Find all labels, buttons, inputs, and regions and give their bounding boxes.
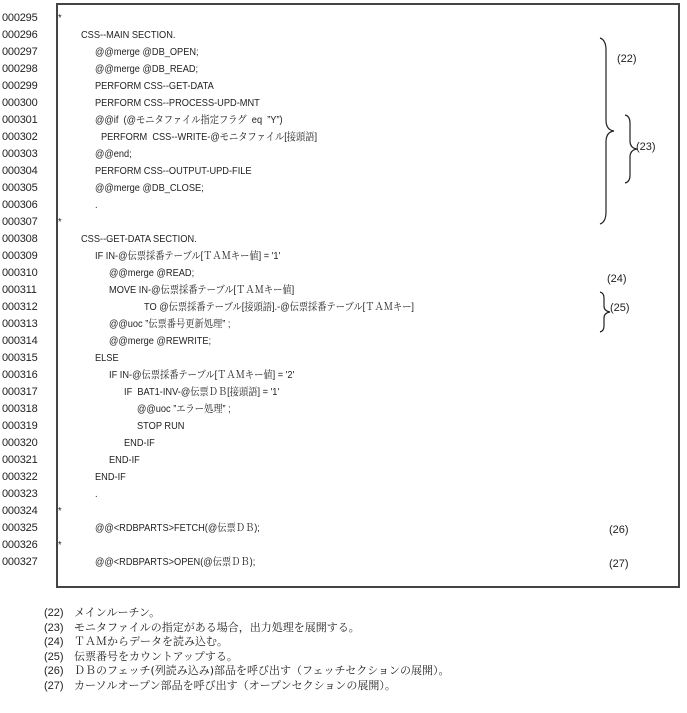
line-number: 000311	[2, 284, 37, 296]
code-line	[0, 96, 687, 111]
footnote	[44, 635, 450, 650]
code-line	[0, 266, 687, 281]
code-line	[0, 419, 687, 434]
line-text: END-IF	[124, 437, 155, 449]
line-text: *	[58, 12, 62, 24]
footnotes	[44, 606, 450, 693]
code-line	[0, 215, 687, 230]
line-text: *	[58, 539, 62, 551]
line-text: MOVE IN-@伝票採番テーブル[ＴＡＭキー値]	[109, 284, 295, 296]
line-number: 000303	[2, 148, 38, 160]
footnote-text: カーソルオープン部品を呼び出す（オープンセクションの展開）。	[74, 678, 396, 692]
code-line	[0, 385, 687, 400]
footnote-text: モニタファイルの指定がある場合，出力処理を展開する。	[74, 620, 360, 634]
code-line	[0, 113, 687, 128]
code-line	[0, 300, 687, 315]
line-number: 000306	[2, 199, 38, 211]
line-text: @@uoc ”伝票番号更新処理” ;	[109, 318, 231, 330]
code-line	[0, 555, 687, 570]
code-line	[0, 79, 687, 94]
line-number: 000324	[2, 505, 38, 517]
line-number: 000309	[2, 250, 38, 262]
line-text: @@merge @READ;	[109, 267, 195, 279]
code-line	[0, 453, 687, 468]
code-line	[0, 164, 687, 179]
code-line	[0, 504, 687, 519]
footnote-text: 伝票番号をカウントアップする。	[74, 649, 238, 663]
annotation-25: (25)	[610, 302, 630, 314]
footnote-number: (22)	[44, 607, 64, 619]
line-number: 000312	[2, 301, 38, 313]
code-line	[0, 28, 687, 43]
line-text: ELSE	[95, 352, 119, 364]
footnote-text: ＤＢのフェッチ(列読み込み)部品を呼び出す（フェッチセクションの展開）。	[74, 664, 450, 677]
brace-22-icon	[598, 36, 618, 226]
line-text: .	[95, 488, 98, 500]
footnote-number: (24)	[44, 636, 64, 648]
line-number: 000316	[2, 369, 38, 381]
code-line	[0, 436, 687, 451]
line-number: 000296	[2, 29, 38, 41]
line-text: PERFORM CSS--WRITE-@モニタファイル[接頭語]	[101, 131, 318, 143]
line-text: @@merge @DB_CLOSE;	[95, 182, 204, 194]
line-number: 000302	[2, 131, 38, 143]
line-number: 000327	[2, 556, 38, 568]
code-line	[0, 538, 687, 553]
code-line	[0, 402, 687, 417]
line-number: 000307	[2, 216, 38, 228]
code-line	[0, 45, 687, 60]
code-line	[0, 283, 687, 298]
code-line	[0, 521, 687, 536]
footnote-number: (23)	[44, 621, 64, 634]
line-text: @@merge @DB_READ;	[95, 63, 199, 75]
footnote-number: (26)	[44, 665, 64, 677]
line-number: 000315	[2, 352, 38, 364]
line-text: @@merge @REWRITE;	[109, 335, 212, 347]
line-number: 000297	[2, 46, 38, 58]
line-text: @@end;	[95, 148, 132, 160]
line-number: 000305	[2, 182, 38, 194]
footnote-number: (27)	[44, 679, 64, 692]
code-line	[0, 198, 687, 213]
line-text: IF IN-@伝票採番テーブル[ＴＡＭキー値] = '2'	[109, 369, 295, 381]
annotation-23: (23)	[636, 141, 656, 153]
annotation-22: (22)	[617, 53, 637, 65]
code-line	[0, 351, 687, 366]
line-text: STOP RUN	[137, 420, 185, 432]
line-text: .	[95, 199, 98, 211]
line-number: 000295	[2, 12, 38, 24]
code-line	[0, 487, 687, 502]
line-text: CSS--GET-DATA SECTION.	[81, 233, 197, 245]
annotation-24: (24)	[607, 273, 627, 285]
line-number: 000323	[2, 488, 38, 500]
line-number: 000320	[2, 437, 38, 449]
code-line	[0, 470, 687, 485]
line-text: @@if (@モニタファイル指定フラグ eq ”Y”)	[95, 114, 283, 126]
line-number: 000310	[2, 267, 38, 279]
line-number: 000300	[2, 97, 38, 109]
code-line	[0, 317, 687, 332]
line-text: CSS--MAIN SECTION.	[81, 29, 176, 41]
code-line	[0, 249, 687, 264]
line-number: 000301	[2, 114, 38, 126]
line-text: PERFORM CSS--PROCESS-UPD-MNT	[95, 97, 260, 109]
footnote	[44, 621, 450, 636]
line-number: 000299	[2, 80, 38, 92]
line-text: IF BAT1-INV-@伝票ＤＢ[接頭語] = '1'	[124, 386, 280, 398]
line-number: 000317	[2, 386, 38, 398]
code-line	[0, 62, 687, 77]
line-number: 000319	[2, 420, 38, 432]
code-line	[0, 11, 687, 26]
line-text: @@<RDBPARTS>FETCH(@伝票ＤＢ);	[95, 522, 260, 534]
line-text: @@merge @DB_OPEN;	[95, 46, 199, 58]
line-text: @@uoc ”エラー処理” ;	[137, 403, 231, 415]
footnote	[44, 650, 450, 665]
annotation-26: (26)	[609, 524, 629, 536]
code-line	[0, 232, 687, 247]
footnote-text: メインルーチン。	[74, 606, 161, 619]
line-number: 000298	[2, 63, 38, 75]
line-number: 000308	[2, 233, 38, 245]
line-number: 000314	[2, 335, 38, 347]
line-number: 000304	[2, 165, 38, 177]
line-text: TO @伝票採番テーブル[接頭語].-@伝票採番テーブル[ＴＡＭキー]	[144, 301, 415, 313]
annotation-27: (27)	[609, 558, 629, 570]
line-text: PERFORM CSS--GET-DATA	[95, 80, 214, 92]
line-text: @@<RDBPARTS>OPEN(@伝票ＤＢ);	[95, 556, 256, 568]
footnote	[44, 606, 450, 621]
line-number: 000313	[2, 318, 38, 330]
line-text: *	[58, 505, 62, 517]
code-line	[0, 130, 687, 145]
code-line	[0, 147, 687, 162]
line-number: 000326	[2, 539, 38, 551]
code-line	[0, 334, 687, 349]
code-line	[0, 181, 687, 196]
line-number: 000321	[2, 454, 38, 466]
line-text: *	[58, 216, 62, 228]
line-number: 000325	[2, 522, 38, 534]
footnote-number: (25)	[44, 650, 64, 663]
line-text: END-IF	[109, 454, 140, 466]
code-line	[0, 368, 687, 383]
line-text: IF IN-@伝票採番テーブル[ＴＡＭキー値] = '1'	[95, 250, 281, 262]
footnote	[44, 664, 450, 679]
line-number: 000322	[2, 471, 38, 483]
footnote	[44, 679, 450, 694]
footnote-text: ＴＡＭからデータを読み込む。	[74, 635, 228, 648]
line-text: END-IF	[95, 471, 126, 483]
line-text: PERFORM CSS--OUTPUT-UPD-FILE	[95, 165, 252, 177]
line-number: 000318	[2, 403, 38, 415]
